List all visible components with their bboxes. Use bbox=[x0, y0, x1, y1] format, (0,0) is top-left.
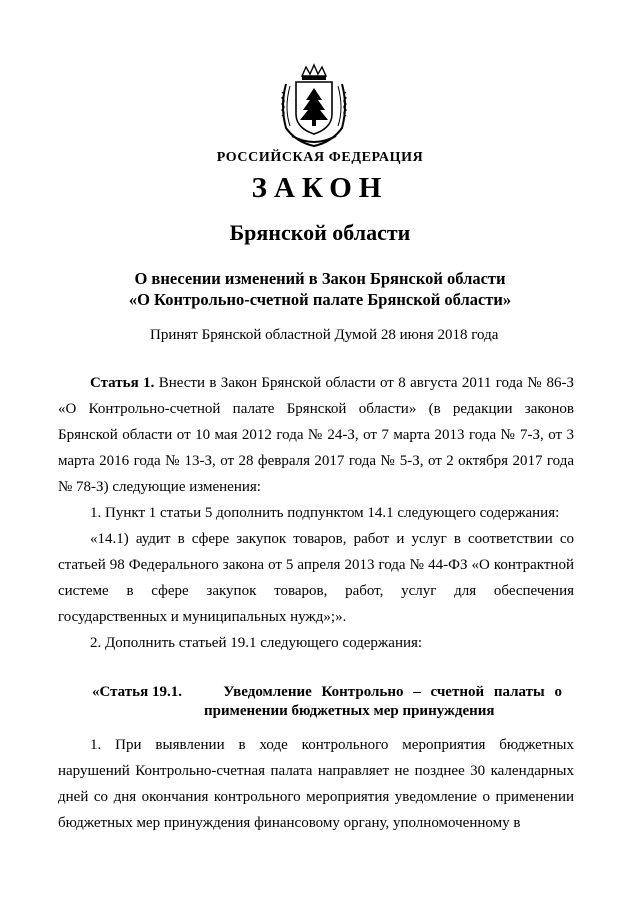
article-1-paragraph bbox=[58, 370, 574, 500]
article-1-quote: «14.1) аудит в сфере закупок товаров, работ и услуг в соответствии со статьей 98 Федерального закона от 5 апреля 2013 года № 44-ФЗ «О контрактной системе в сфере закупок товаров, работ, услуг для обеспечения государственных и муниципальных нужд»;». bbox=[58, 531, 574, 625]
law-title bbox=[0, 268, 640, 310]
article-19-1-label: «Статья 19.1. bbox=[92, 684, 182, 700]
article-19-1-heading-line1: Уведомление Контрольно – счетной палаты о bbox=[223, 684, 562, 700]
article-19-1-paragraph-1: 1. При выявлении в ходе контрольного мероприятия бюджетных нарушений Контрольно-счетная палата направляет не позднее 30 календарных дней со дня окончания контрольного мероприятия уведомление о применении бюджетных мер принуждения финансовому органу, уполномоченному в bbox=[58, 737, 574, 831]
article-1-block bbox=[58, 370, 574, 656]
country-name: РОССИЙСКАЯ ФЕДЕРАЦИЯ bbox=[216, 150, 424, 165]
article-1-text: Внести в Закон Брянской области от 8 августа 2011 года № 86-З «О Контрольно-счетной палате Брянской области» (в редакции законов Брянской области от 10 мая 2012 года № 24-З, от 7 марта 2013 года № 7-З, от 3 марта 2016 года № 13-З, от 28 февраля 2017 года № 5-З, от 2 октября 2017 года № 78-З) следующие изменения: bbox=[58, 375, 574, 495]
law-title-line2: «О Контрольно-счетной палате Брянской области» bbox=[128, 290, 512, 309]
article-1-item-1: 1. Пункт 1 статьи 5 дополнить подпунктом 14.1 следующего содержания: bbox=[90, 505, 560, 521]
article-19-1-heading-line2: применении бюджетных мер принуждения bbox=[204, 703, 495, 719]
article-1-label: Статья 1. bbox=[90, 375, 155, 391]
adoption-note: Принят Брянской областной Думой 28 июня 2018 года bbox=[150, 327, 499, 343]
article-1-item-2: 2. Дополнить статьей 19.1 следующего содержания: bbox=[90, 635, 423, 651]
bryansk-coat-of-arms-icon bbox=[272, 62, 356, 148]
article-19-1-heading bbox=[92, 683, 562, 721]
article-19-1-block bbox=[58, 732, 574, 836]
law-title-line1: О внесении изменений в Закон Брянской области bbox=[134, 269, 506, 288]
region-name: Брянской области bbox=[229, 220, 411, 245]
document-type: ЗАКОН bbox=[251, 172, 389, 204]
